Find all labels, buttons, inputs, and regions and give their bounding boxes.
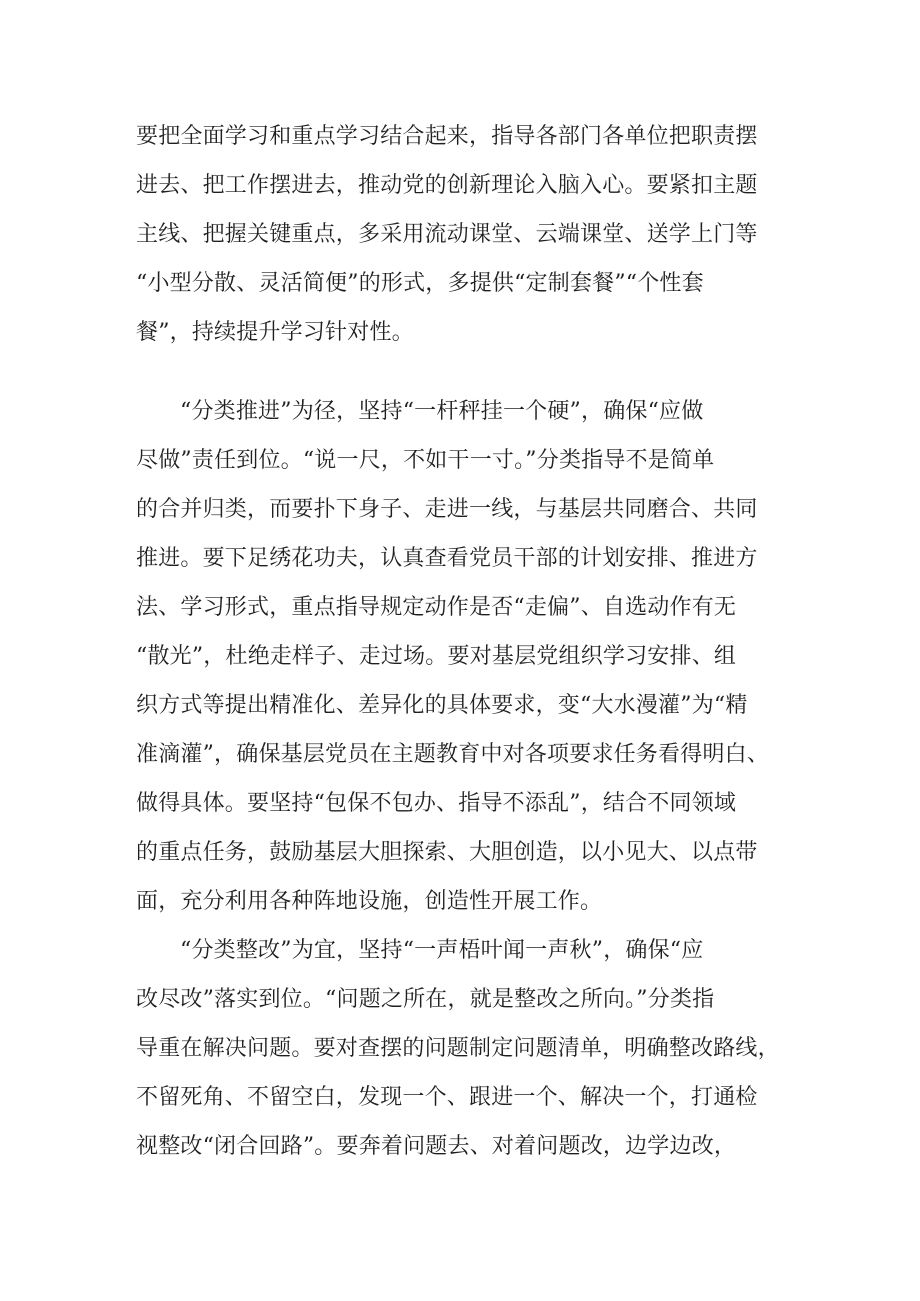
paragraph-line: 餐”，持续提升学习针对性。 <box>136 320 414 345</box>
paragraph-line: 的合并归类，而要扑下身子、走进一线，与基层共同磨合、共同 <box>136 497 758 522</box>
document-body <box>136 112 796 1171</box>
paragraph-3 <box>136 926 796 1171</box>
paragraph-line: “散光”，杜绝走样子、走过场。要对基层党组织学习安排、组 <box>136 644 737 669</box>
paragraph-line: “小型分散、灵活简便”的形式，多提供“定制套餐”“个性套 <box>136 271 704 296</box>
paragraph-line: 准滴灌”，确保基层党员在主题教育中对各项要求任务看得明白、 <box>136 742 770 767</box>
paragraph-line: 尽做”责任到位。“说一尺，不如干一寸。”分类指导不是简单 <box>136 448 715 473</box>
paragraph-line: 法、学习形式，重点指导规定动作是否“走偏”、自选动作有无 <box>136 595 737 620</box>
paragraph-line: 导重在解决问题。要对查摆的问题制定问题清单，明确整改路线， <box>136 1036 780 1061</box>
paragraph-line: “分类整改”为宜，坚持“一声梧叶闻一声秋”，确保“应 <box>180 938 704 963</box>
paragraph-line: 主线、把握关键重点，多采用流动课堂、云端课堂、送学上门等 <box>136 222 758 247</box>
paragraph-1 <box>136 112 796 357</box>
paragraph-line: 视整改“闭合回路”。要奔着问题去、对着问题改，边学边改， <box>136 1134 737 1159</box>
paragraph-line: 的重点任务，鼓励基层大胆探索、大胆创造，以小见大、以点带 <box>136 840 758 865</box>
paragraph-line: 改尽改”落实到位。“问题之所在，就是整改之所向。”分类指 <box>136 987 715 1012</box>
paragraph-line: 推进。要下足绣花功夫，认真查看党员干部的计划安排、推进方 <box>136 546 758 571</box>
paragraph-line: 进去、把工作摆进去，推动党的创新理论入脑入心。要紧扣主题 <box>136 173 758 198</box>
paragraph-line: 织方式等提出精准化、差异化的具体要求，变“大水漫灌”为“精 <box>136 693 748 718</box>
paragraph-line: 面，充分利用各种阵地设施，创造性开展工作。 <box>136 889 603 914</box>
paragraph-line: 做得具体。要坚持“包保不包办、指导不添乱”，结合不同领域 <box>136 791 737 816</box>
paragraph-spacer <box>136 357 796 387</box>
paragraph-line: 不留死角、不留空白，发现一个、跟进一个、解决一个，打通检 <box>136 1085 758 1110</box>
paragraph-line: 要把全面学习和重点学习结合起来，指导各部门各单位把职责摆 <box>136 124 758 149</box>
paragraph-line: “分类推进”为径，坚持“一杆秤挂一个硬”，确保“应做 <box>180 399 704 424</box>
paragraph-2 <box>136 387 796 926</box>
